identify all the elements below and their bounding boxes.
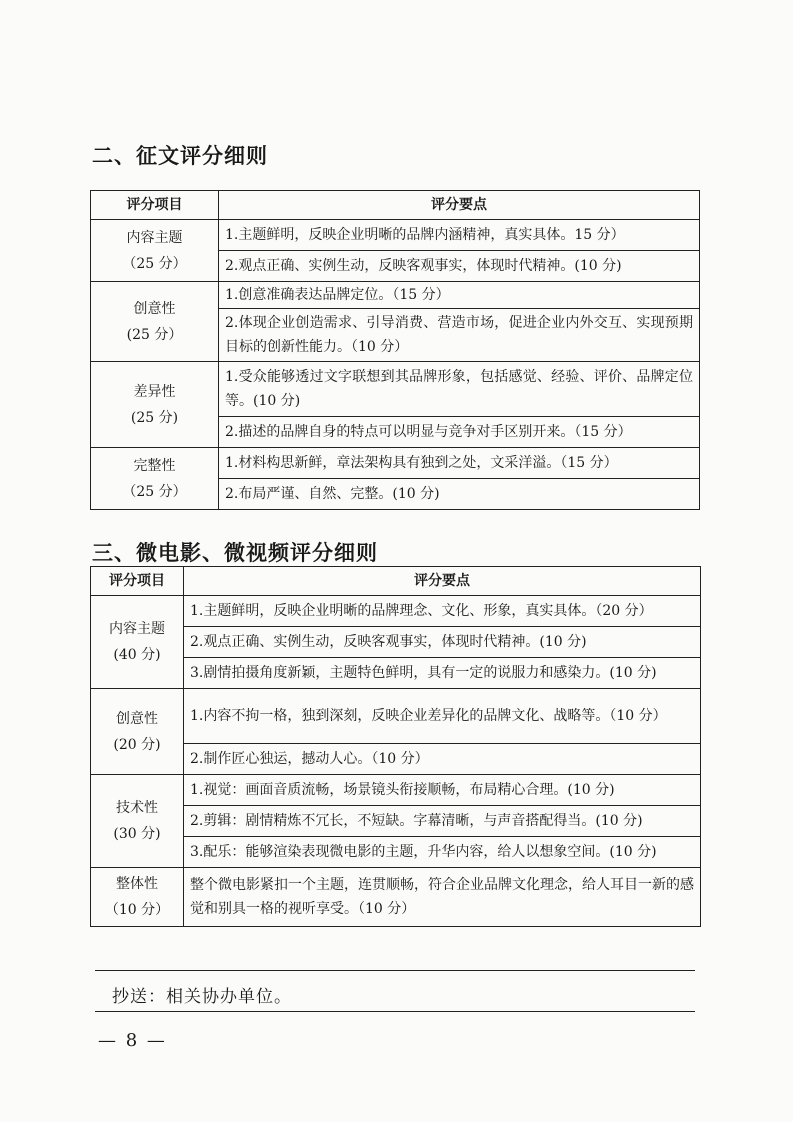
point-cell: 2.体现企业创造需求、引导消费、营造市场，促进企业内外交互、实现预期目标的创新性能力。（10 分） [219, 309, 700, 362]
point-cell: 2.制作匠心独运，撼动人心。（10 分） [184, 744, 701, 775]
category-cell [91, 362, 219, 448]
category-score: （10 分） [104, 902, 170, 918]
essay-scoring-table [90, 190, 700, 510]
category-score: (40 分) [113, 647, 161, 663]
category-score: （25 分） [122, 255, 187, 272]
cc-divider-top [95, 970, 695, 971]
category-name: 内容主题 [126, 229, 183, 246]
category-cell [91, 448, 219, 510]
category-score: (25 分) [130, 409, 179, 426]
category-cell [91, 596, 184, 689]
category-score: (25 分） [126, 326, 183, 343]
point-cell: 2.描述的品牌自身的特点可以明显与竞争对手区别开来。（15 分） [219, 417, 700, 448]
category-name: 完整性 [133, 457, 176, 474]
point-cell: 2.观点正确、实例生动，反映客观事实，体现时代精神。(10 分) [219, 251, 700, 282]
category-cell [91, 775, 184, 868]
table-row [91, 282, 700, 309]
table-header-row [91, 191, 700, 220]
point-cell: 1.创意准确表达品牌定位。（15 分） [219, 282, 700, 309]
point-cell: 2.观点正确、实例生动，反映客观事实，体现时代精神。(10 分) [184, 627, 701, 658]
table-row [91, 596, 701, 627]
point-cell: 3.配乐：能够渲染表现微电影的主题，升华内容，给人以想象空间。(10 分) [184, 837, 701, 868]
table-row [91, 448, 700, 479]
point-cell: 1.材料构思新鲜，章法架构具有独到之处，文采洋溢。（15 分） [219, 448, 700, 479]
category-name: 技术性 [116, 800, 158, 816]
category-cell [91, 868, 184, 927]
point-cell: 1.视觉：画面音质流畅，场景镜头衔接顺畅，布局精心合理。(10 分) [184, 775, 701, 806]
point-cell: 3.剧情拍摄角度新颖，主题特色鲜明，具有一定的说服力和感染力。(10 分) [184, 658, 701, 689]
point-cell: 2.剪辑：剧情精炼不冗长，不短缺。字幕清晰，与声音搭配得当。(10 分) [184, 806, 701, 837]
header-points: 评分要点 [219, 191, 700, 220]
table-row [91, 220, 700, 251]
category-cell [91, 689, 184, 775]
point-cell: 1.主题鲜明，反映企业明晰的品牌内涵精神，真实具体。15 分） [219, 220, 700, 251]
category-score: (30 分) [113, 826, 161, 842]
category-name: 差异性 [133, 383, 176, 400]
point-cell: 2.布局严谨、自然、完整。(10 分) [219, 479, 700, 510]
category-cell [91, 220, 219, 282]
page-number: — 8 — [98, 1030, 167, 1051]
micro-film-scoring-table [90, 566, 701, 927]
point-cell: 1.受众能够透过文字联想到其品牌形象，包括感觉、经验、评价、品牌定位等。(10 分) [219, 362, 700, 417]
category-name: 整体性 [116, 876, 158, 892]
table-row [91, 689, 701, 744]
category-score: (20 分) [113, 736, 161, 753]
table-row [91, 868, 701, 927]
category-name: 创意性 [133, 300, 176, 317]
cc-recipients: 抄送：相关协办单位。 [112, 987, 292, 1007]
header-item: 评分项目 [91, 567, 184, 596]
header-item: 评分项目 [91, 191, 219, 220]
table-header-row [91, 567, 701, 596]
header-points: 评分要点 [184, 567, 701, 596]
section-2-title: 二、征文评分细则 [92, 144, 268, 168]
section-3-title: 三、微电影、微视频评分细则 [92, 541, 378, 565]
point-cell: 1.主题鲜明，反映企业明晰的品牌理念、文化、形象，真实具体。（20 分） [184, 596, 701, 627]
category-name: 创意性 [116, 710, 158, 727]
category-score: （25 分） [122, 483, 187, 500]
table-row [91, 775, 701, 806]
cc-divider-bottom [95, 1011, 695, 1012]
point-cell: 1.内容不拘一格，独到深刻，反映企业差异化的品牌文化、战略等。（10 分） [184, 689, 701, 744]
point-cell: 整个微电影紧扣一个主题，连贯顺畅，符合企业品牌文化理念，给人耳目一新的感觉和别具一格的视听享受。（10 分） [184, 868, 701, 927]
category-name: 内容主题 [109, 621, 165, 637]
table-row [91, 362, 700, 417]
category-cell [91, 282, 219, 362]
